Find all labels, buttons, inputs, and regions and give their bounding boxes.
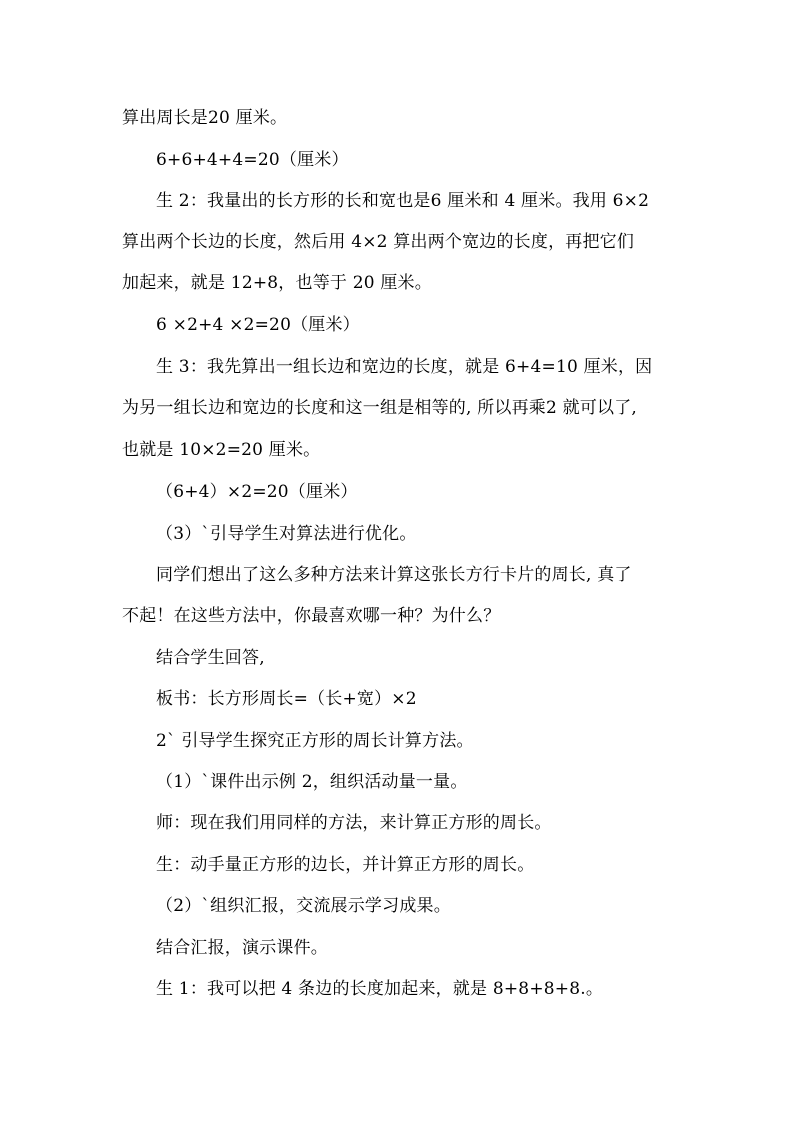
text-line-1: 算出周长是20 厘米。: [122, 108, 288, 128]
text-line-21: 结合汇报，演示课件。: [156, 938, 328, 958]
text-line-9: 也就是 10×2=20 厘米。: [122, 440, 321, 460]
text-line-15: 板书：长方形周长=（长+宽）×2: [156, 689, 417, 709]
text-line-16: 2` 引导学生探究正方形的周长计算方法。: [156, 731, 474, 751]
text-line-10: （6+4）×2=20（厘米）: [156, 482, 358, 502]
text-line-11: （3）`引导学生对算法进行优化。: [156, 524, 417, 544]
text-line-8: 为另一组长边和宽边的长度和这一组是相等的, 所以再乘2 就可以了,: [122, 398, 638, 418]
text-line-13: 不起！在这些方法中，你最喜欢哪一种？为什么？: [122, 606, 501, 626]
text-line-18: 师：现在我们用同样的方法，来计算正方形的周长。: [156, 813, 552, 833]
text-line-17: （1）`课件出示例 2，组织活动量一量。: [156, 772, 468, 792]
text-line-5: 加起来，就是 12+8，也等于 20 厘米。: [122, 273, 432, 293]
text-line-3: 生 2：我量出的长方形的长和宽也是6 厘米和 4 厘米。我用 6×2: [156, 191, 650, 211]
text-line-7: 生 3：我先算出一组长边和宽边的长度，就是 6+4=10 厘米，因: [156, 357, 653, 377]
text-line-4: 算出两个长边的长度，然后用 4×2 算出两个宽边的长度，再把它们: [122, 232, 635, 252]
text-line-19: 生：动手量正方形的边长，并计算正方形的周长。: [156, 855, 535, 875]
text-line-22: 生 1：我可以把 4 条边的长度加起来，就是 8+8+8+8.。: [156, 979, 604, 999]
text-line-12: 同学们想出了这么多种方法来计算这张长方行卡片的周长, 真了: [156, 565, 632, 585]
text-line-14: 结合学生回答,: [156, 648, 265, 668]
text-line-20: （2）`组织汇报，交流展示学习成果。: [156, 896, 451, 916]
text-line-6: 6 ×2+4 ×2=20（厘米）: [156, 315, 360, 335]
text-line-2: 6+6+4+4=20（厘米）: [156, 150, 349, 170]
